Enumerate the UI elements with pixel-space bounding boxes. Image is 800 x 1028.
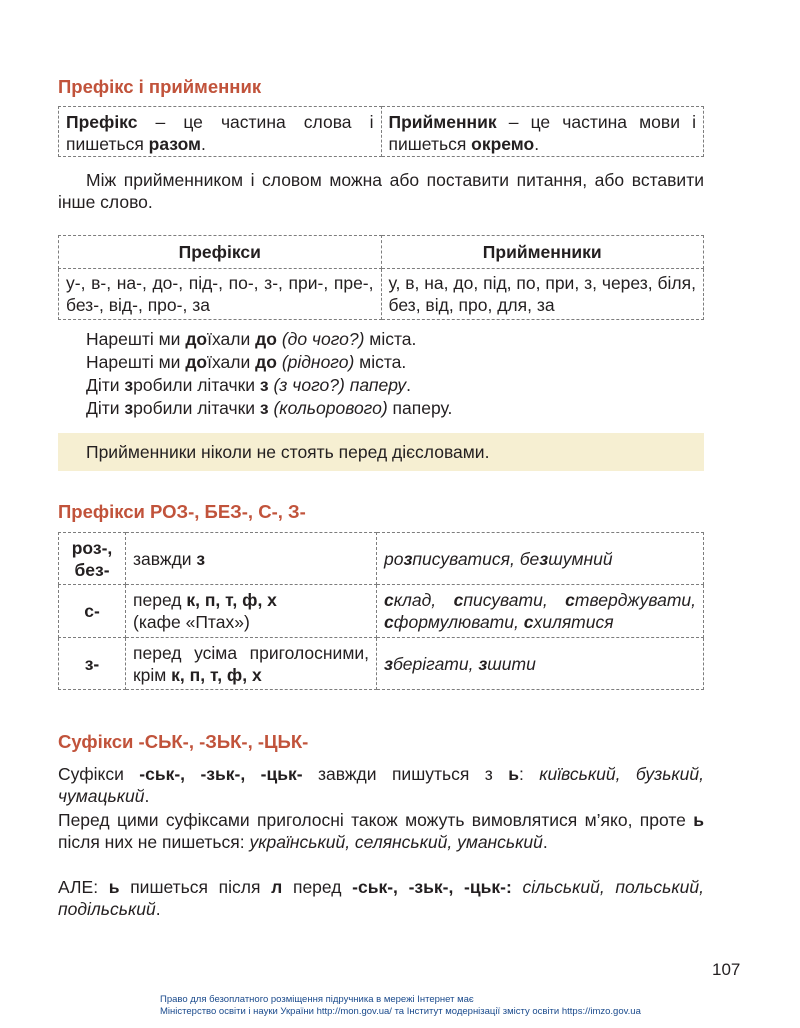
footer-copyright-line-2: Міністерство освіти і науки України http://mon.gov.ua/ та Інститут модернізації змісту освіти https://imzo.gov.ua [160, 1006, 641, 1017]
col-header-prefixes: Префікси [59, 236, 382, 269]
prefix-cell: с- [59, 585, 126, 638]
definition-table [58, 106, 704, 157]
col-header-prepositions: Прийменники [381, 236, 704, 269]
prefix-cell: з- [59, 638, 126, 690]
suffix-paragraph-2: Перед цими суфіксами приголосні також можуть вимовлятися м’яко, проте ь після них не пишеться: український, селянський, уманський. [58, 810, 704, 852]
paragraph-question-test: Між прийменником і словом можна або поставити питання, або вставити інше слово. [58, 170, 704, 212]
rule-cell: перед к, п, т, ф, х (кафе «Птах») [126, 585, 377, 638]
preposition-list: у, в, на, до, під, по, при, з, через, біля, без, від, про, для, за [381, 269, 704, 320]
rule-cell: завжди з [126, 533, 377, 585]
suffix-paragraph-3: АЛЕ: ь пишеться після л перед -ськ-, -зьк-, -цьк-: сільський, польський, подільський. [58, 877, 704, 919]
section-title-suffixes: Суфікси -СЬК-, -ЗЬК-, -ЦЬК- [58, 731, 309, 752]
example-sentence: Діти зробили літачки з (з чого?) паперу. [86, 375, 411, 395]
rule-note-box: Прийменники ніколи не стоять перед дієсловами. [58, 433, 704, 471]
example-sentence: Нарешті ми доїхали до (до чого?) міста. [86, 329, 417, 349]
prefix-definition: Префікс – це частина слова і пишеться разом. [59, 107, 382, 157]
page-number: 107 [712, 960, 741, 979]
example-cell: склад, списувати, стверджувати, сформулювати, схилятися [377, 585, 704, 638]
example-cell: зберігати, зшити [377, 638, 704, 690]
footer-copyright-line-1: Право для безоплатного розміщення підручника в мережі Інтернет має [160, 994, 474, 1005]
prefix-list: у-, в-, на-, до-, під-, по-, з-, при-, пре-, без-, від-, про-, за [59, 269, 382, 320]
preposition-definition: Прийменник – це частина мови і пишеться окремо. [381, 107, 704, 157]
prefix-rules-table [58, 532, 704, 690]
rule-cell: перед усіма приголосними, крім к, п, т, ф, х [126, 638, 377, 690]
suffix-paragraph-1: Суфікси -ськ-, -зьк-, -цьк- завжди пишуться з ь: київський, бузький, чумацький. [58, 764, 705, 806]
prefix-preposition-table [58, 235, 704, 320]
example-cell: розписуватися, безшумний [377, 533, 704, 585]
prefix-cell: роз-, без- [59, 533, 126, 585]
section-title-prefix-preposition: Префікс і прийменник [58, 76, 262, 97]
section-title-prefixes-roz-bez: Префікси РОЗ-, БЕЗ-, С-, З- [58, 501, 306, 522]
example-sentence: Нарешті ми доїхали до (рідного) міста. [86, 352, 407, 372]
example-sentence: Діти зробили літачки з (кольорового) паперу. [86, 398, 453, 418]
